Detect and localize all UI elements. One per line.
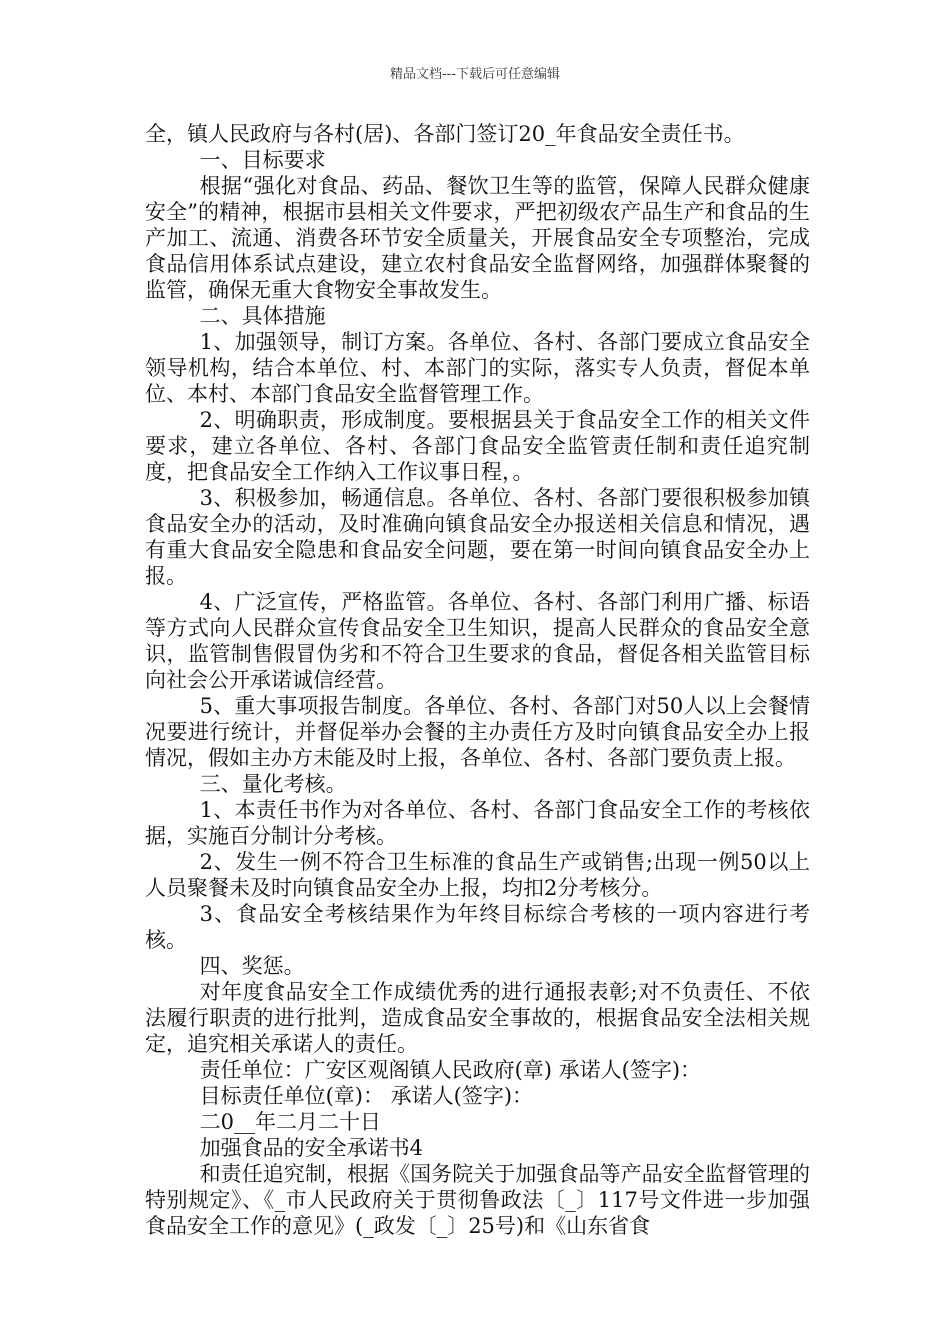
paragraph: 3、食品安全考核结果作为年终目标综合考核的一项内容进行考核。 <box>145 902 810 952</box>
page-header: 精品文档---下载后可任意编辑 <box>389 67 561 82</box>
paragraph: 四、奖惩。 <box>199 954 305 978</box>
paragraph: 根据“强化对食品、药品、餐饮卫生等的监管，保障人民群众健康安全”的精神，根据市县相关文件要求，严把初级农产品生产和食品的生产加工、流通、消费各环节安全质量关，开展食品安全专项整治，完成食品信用体系试点建设，建立农村食品安全监督网络，加强群体聚餐的监管，确保无重大食物安全事故发生。 <box>145 174 810 302</box>
document-body <box>145 121 810 1239</box>
paragraph: 1、加强领导，制订方案。各单位、各村、各部门要成立食品安全领导机构，结合本单位、村、本部门的实际，落实专人负责，督促本单位、本村、本部门食品安全监督管理工作。 <box>145 330 810 406</box>
paragraph: 2、明确职责，形成制度。要根据县关于食品安全工作的相关文件要求，建立各单位、各村、各部门食品安全监管责任制和责任追究制度，把食品安全工作纳入工作议事日程，。 <box>145 408 810 484</box>
paragraph: 全，镇人民政府与各村(居)、各部门签订20_年食品安全责任书。 <box>145 122 745 146</box>
paragraph: 二、具体措施 <box>199 304 326 328</box>
paragraph: 2、发生一例不符合卫生标准的食品生产或销售;出现一例50以上人员聚餐未及时向镇食品安全办上报，均扣2分考核分。 <box>145 850 810 900</box>
paragraph: 一、目标要求 <box>199 148 326 172</box>
paragraph: 1、本责任书作为对各单位、各村、各部门食品安全工作的考核依据，实施百分制计分考核。 <box>145 798 810 848</box>
paragraph: 5、重大事项报告制度。各单位、各村、各部门对50人以上会餐情况要进行统计，并督促举办会餐的主办责任方及时向镇食品安全办上报情况，假如主办方未能及时上报，各单位、各村、各部门要负责上报。 <box>145 694 810 770</box>
paragraph: 对年度食品安全工作成绩优秀的进行通报表彰;对不负责任、不依法履行职责的进行批判，造成食品安全事故的，根据食品安全法相关规定，追究相关承诺人的责任。 <box>145 980 810 1056</box>
paragraph: 二0__年二月二十日 <box>199 1110 381 1134</box>
paragraph: 4、广泛宣传，严格监管。各单位、各村、各部门利用广播、标语等方式向人民群众宣传食品安全卫生知识，提高人民群众的食品安全意识，监管制售假冒伪劣和不符合卫生要求的食品，督促各相关监管目标向社会公开承诺诚信经营。 <box>145 590 810 692</box>
paragraph: 三、量化考核。 <box>199 772 347 796</box>
paragraph: 目标责任单位(章)： 承诺人(签字)： <box>199 1084 534 1108</box>
paragraph: 责任单位：广安区观阁镇人民政府(章) 承诺人(签字)： <box>199 1058 702 1082</box>
paragraph: 3、积极参加，畅通信息。各单位、各村、各部门要很积极参加镇食品安全办的活动，及时准确向镇食品安全办报送相关信息和情况，遇有重大食品安全隐患和食品安全问题，要在第一时间向镇食品安全办上报。 <box>145 486 810 588</box>
paragraph: 加强食品的安全承诺书4 <box>199 1136 423 1160</box>
paragraph: 和责任追究制，根据《国务院关于加强食品等产品安全监督管理的特别规定》、《_市人民政府关于贯彻鲁政法〔_〕117号文件进一步加强食品安全工作的意见》(_政发〔_〕25号)和《山东省食 <box>145 1162 810 1238</box>
